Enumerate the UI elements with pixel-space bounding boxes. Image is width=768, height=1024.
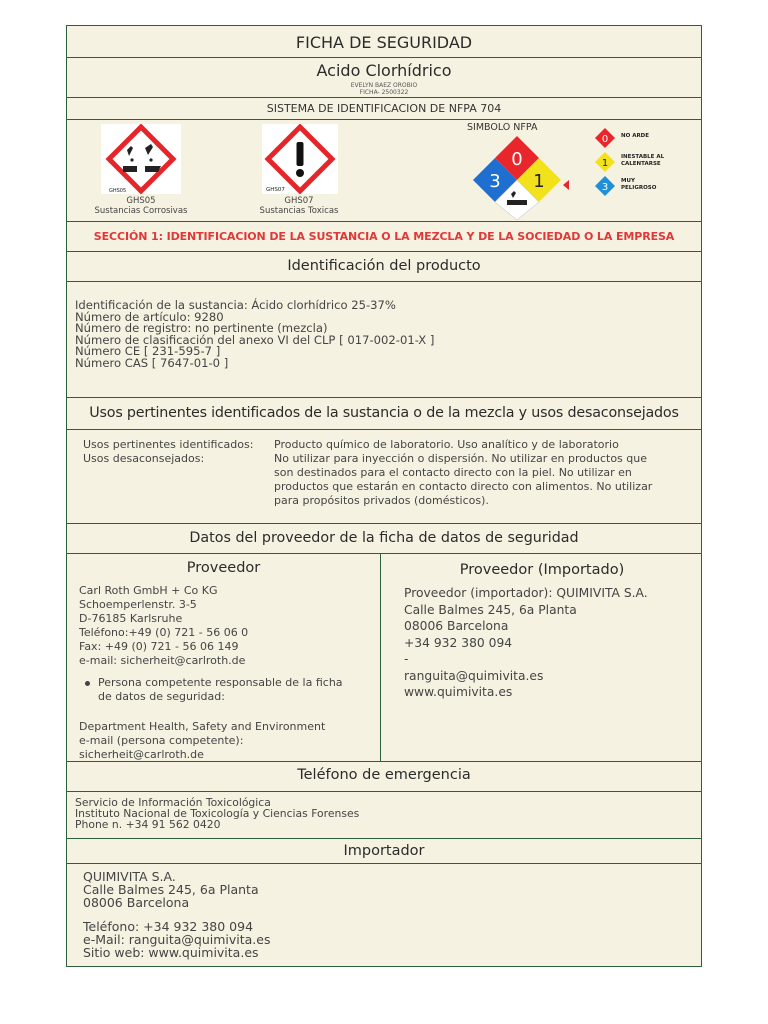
substance-name: Acido Clorhídrico [316, 61, 452, 80]
importer-heading-text: Importador [343, 843, 425, 859]
importer-street: Calle Balmes 245, 6a Planta [83, 882, 259, 897]
nfpa-system-title [67, 98, 701, 120]
emergency-phone: Phone n. +34 91 562 0420 [75, 818, 221, 831]
legend-num: 1 [601, 158, 609, 169]
importer-supplier-street: Calle Balmes 245, 6a Planta [404, 602, 577, 617]
uses-identified-value: Producto químico de laboratorio. Uso analítico y de laboratorio [274, 438, 619, 451]
ghs05-label: Sustancias Corrosivas [94, 206, 188, 216]
legend-red-diamond-icon [595, 128, 615, 148]
sheet-code: FICHA- 2500322 [359, 89, 409, 96]
uses-discouraged-line: No utilizar para inyección o dispersión. No utilizar en productos que [274, 452, 647, 465]
importer-supplier-website: www.quimivita.es [404, 685, 513, 699]
supplier-street: Schoemperlenstr. 3-5 [79, 597, 197, 611]
importer-supplier-dash: - [404, 652, 409, 666]
importer-company: QUIMIVITA S.A. [83, 869, 176, 884]
clp-annex-line: Número de clasificación del anexo VI del CLP [ 017-002-01-X ] [75, 332, 435, 347]
uses-values [274, 438, 694, 508]
competent-person-line: Persona competente responsable de la ficha [98, 676, 343, 689]
sheet-title-text: FICHA DE SEGURIDAD [295, 33, 473, 52]
department-name: Department Health, Safety and Environment [79, 720, 326, 733]
supplier-company: Carl Roth GmbH + Co KG [79, 584, 218, 597]
bullet-icon [85, 681, 90, 686]
nfpa-legend-item [591, 128, 701, 150]
nfpa-pointer-icon [563, 180, 569, 190]
nfpa-diamond-icon [471, 134, 563, 222]
supplier-right-title: Proveedor (Importado) [459, 562, 625, 578]
ghs05-caption [81, 196, 201, 216]
uses-heading [67, 398, 701, 430]
emergency-lines [75, 797, 359, 830]
sheet-title [67, 26, 701, 58]
cas-number-line: Número CAS [ 7647-01-0 ] [75, 355, 229, 370]
legend-text: NO ARDE [621, 133, 650, 139]
supplier-fax: Fax: +49 (0) 721 - 56 06 149 [79, 639, 239, 653]
supplier-heading [67, 524, 701, 554]
substance-header [67, 58, 701, 98]
uses-discouraged-line: productos que estarán en contacto directo con alimentos. No utilizar [274, 480, 653, 493]
nfpa-legend-item [591, 150, 701, 176]
emergency-heading-text: Teléfono de emergencia [297, 767, 471, 783]
importer-supplier-email: ranguita@quimivita.es [404, 668, 544, 683]
department-email: sicherheit@carlroth.de [79, 748, 204, 761]
section-1-title [67, 222, 701, 252]
importer-supplier-phone: +34 932 380 094 [404, 635, 513, 650]
importer-supplier-name: Proveedor (importador): QUIMIVITA S.A. [404, 586, 648, 600]
ghs05-code: GHS05 [126, 196, 156, 206]
legend-text: INESTABLE AL CALENTARSE [621, 154, 665, 167]
exclamation-icon [262, 124, 338, 194]
nfpa-flammability: 0 [511, 149, 523, 170]
ghs05-inner-label: GHS05 [109, 188, 127, 194]
legend-yellow-diamond-icon [595, 152, 615, 172]
nfpa-symbol-title: SIMBOLO NFPA [467, 122, 538, 133]
importer-contact [83, 920, 270, 959]
product-id-body [67, 282, 701, 398]
importer-phone: Teléfono: +34 932 380 094 [83, 919, 254, 934]
uses-identified-label: Usos pertinentes identificados: [83, 438, 254, 451]
nfpa-legend [591, 128, 701, 198]
uses-body [67, 430, 701, 524]
nfpa-health: 3 [489, 171, 501, 192]
ghs07-pictogram [262, 124, 338, 194]
author-name: EVELYN BAEZ OROBIO [350, 82, 418, 89]
ghs07-label: Sustancias Toxicas [259, 206, 339, 216]
supplier-left-lines [79, 584, 248, 667]
legend-num: 3 [601, 182, 609, 193]
ghs07-caption [239, 196, 359, 216]
supplier-city: D-76185 Karlsruhe [79, 611, 183, 625]
article-number-line: Número de artículo: 9280 [75, 309, 224, 324]
competent-person-line: de datos de seguridad: [98, 690, 225, 703]
importer-city: 08006 Barcelona [83, 895, 190, 910]
importer-supplier-city: 08006 Barcelona [404, 619, 509, 633]
importer-address [83, 870, 259, 909]
column-divider [380, 554, 381, 761]
ghs07-inner-label: GHS07 [266, 187, 285, 193]
nfpa-diamond [471, 134, 563, 222]
section-1-text: SECCIÓN 1: IDENTIFICACION DE LA SUSTANCIA O LA MEZCLA Y DE LA SOCIEDAD O LA EMPRESA [93, 230, 675, 243]
department-email-label: e-mail (persona competente): [79, 734, 244, 747]
supplier-left-title: Proveedor [186, 560, 261, 576]
emergency-heading [67, 762, 701, 792]
emergency-institute: Instituto Nacional de Toxicología y Ciencias Forenses [75, 807, 360, 820]
legend-blue-diamond-icon [595, 176, 615, 196]
substance-id-line: Identificación de la sustancia: Ácido clorhídrico 25-37% [75, 298, 396, 312]
supplier-right-lines [404, 585, 648, 701]
legend-text: MUY PELIGROSO [621, 178, 657, 191]
emergency-body [67, 792, 701, 839]
corrosive-icon [101, 124, 181, 194]
importer-heading [67, 839, 701, 864]
ce-number-line: Número CE [ 231-595-7 ] [75, 344, 221, 358]
importer-email: e-Mail: ranguita@quimivita.es [83, 932, 271, 947]
supplier-phone: Teléfono:+49 (0) 721 - 56 06 0 [79, 625, 249, 639]
supplier-email: e-mail: sicherheit@carlroth.de [79, 653, 246, 667]
nfpa-reactivity: 1 [533, 171, 545, 192]
competent-person-item [85, 676, 343, 704]
registration-number-line: Número de registro: no pertinente (mezcla) [75, 321, 328, 335]
uses-discouraged-line: para propósitos privados (domésticos). [274, 494, 489, 507]
ghs05-pictogram [101, 124, 181, 194]
ghs07-code: GHS07 [284, 196, 314, 206]
nfpa-system-text: SISTEMA DE IDENTIFICACION DE NFPA 704 [266, 102, 502, 115]
supplier-heading-text: Datos del proveedor de la ficha de datos de seguridad [189, 530, 579, 546]
uses-heading-text: Usos pertinentes identificados de la sustancia o de la mezcla y usos desaconsejados [89, 405, 679, 421]
safety-data-sheet [66, 25, 702, 967]
product-id-heading [67, 252, 701, 282]
pictogram-row [67, 120, 701, 222]
legend-num: 0 [601, 134, 609, 145]
product-id-lines [75, 300, 434, 369]
uses-discouraged-line: son destinados para el contacto directo con la piel. No utilizar en [274, 466, 632, 479]
department-lines [79, 720, 325, 762]
importer-website: Sitio web: www.quimivita.es [83, 945, 259, 960]
nfpa-legend-item [591, 176, 701, 198]
emergency-service: Servicio de Información Toxicológica [75, 796, 271, 809]
supplier-body [67, 554, 701, 762]
uses-discouraged-label: Usos desaconsejados: [83, 452, 205, 465]
product-id-heading-text: Identificación del producto [287, 258, 481, 274]
